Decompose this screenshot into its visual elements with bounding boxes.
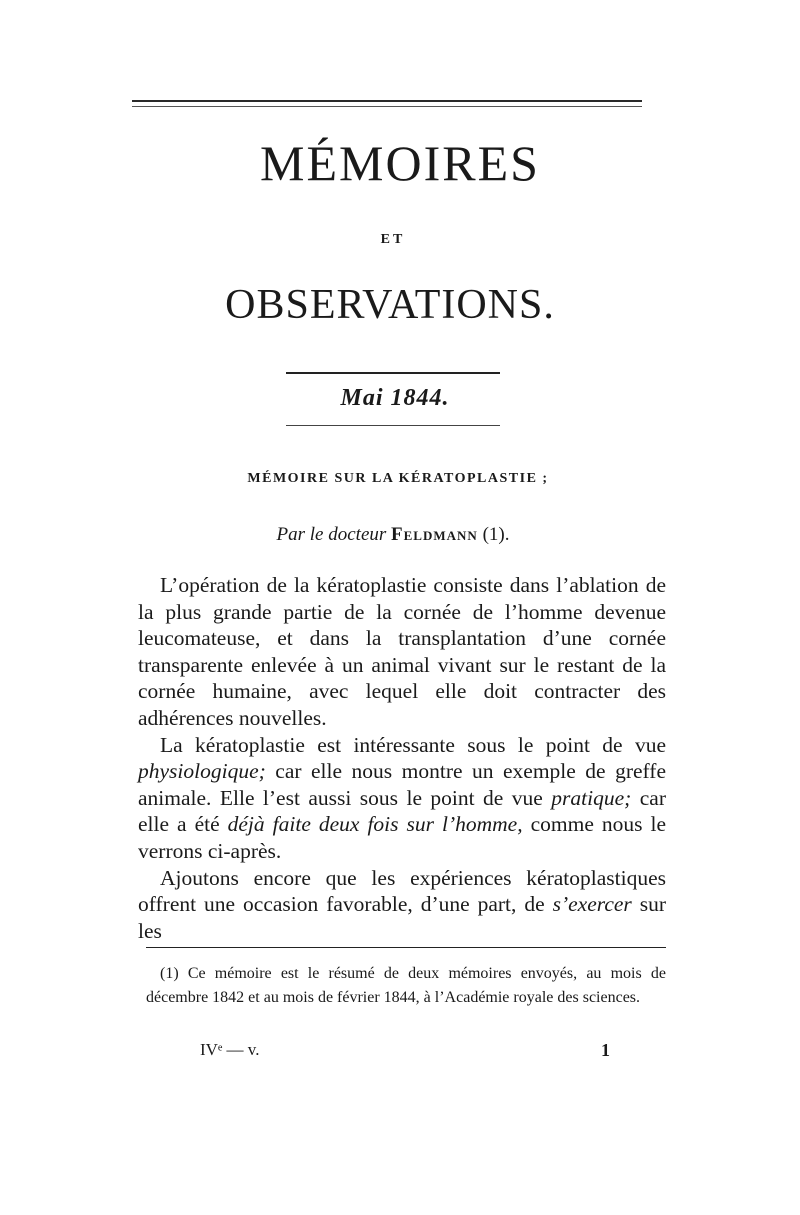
- p2-emphasis-pratique: pratique;: [551, 785, 632, 810]
- p3-emphasis-sexercer: s’exercer: [552, 892, 632, 917]
- article-body: [138, 572, 666, 944]
- paragraph-3: [138, 865, 666, 945]
- top-double-rule-thin: [132, 106, 642, 107]
- date-rule-upper: [286, 372, 500, 374]
- paragraph-2: [138, 732, 666, 865]
- p3-text-c: sur les: [138, 892, 667, 943]
- footnote: [146, 962, 666, 1010]
- author-name: Feldmann: [391, 524, 478, 545]
- p2-emphasis-deja-faite: déjà faite deux fois sur l’homme,: [227, 812, 523, 837]
- byline-prefix: Par le docteur: [276, 524, 387, 545]
- p2-text-g: comme nous le verrons ci-après.: [138, 812, 667, 863]
- p2-emphasis-physiologique: physiologique;: [138, 759, 266, 784]
- issue-date: Mai 1844.: [340, 385, 450, 411]
- top-double-rule: [132, 100, 642, 102]
- p2-text-e: car elle a été: [138, 785, 666, 837]
- section-title-et: ET: [380, 232, 406, 247]
- paragraph-1: L’opération de la kératoplastie consiste dans l’ablation de la plus grande partie de la cornée de l’homme devenue leucomateuse, et dans la transplantation d’une cornée transparente enlevée à un animal vivant sur le restant de la cornée humaine, avec lequel elle doit contracter des adhérences nouvelles.: [138, 573, 666, 730]
- page-number: 1: [601, 1040, 610, 1060]
- section-title-observations: OBSERVATIONS.: [225, 282, 555, 328]
- date-rule-lower: [286, 425, 500, 426]
- p3-text-a: Ajoutons encore que les expériences kératoplastiques offrent une occasion favorable, d’une part, de: [138, 865, 666, 917]
- printer-signature: IVᵉ — v.: [200, 1040, 260, 1059]
- footnote-rule: [146, 947, 666, 948]
- article-title: MÉMOIRE SUR LA KÉRATOPLASTIE ;: [247, 471, 549, 486]
- footnote-text: (1) Ce mémoire est le résumé de deux mémoires envoyés, au mois de décembre 1842 et au mois de février 1844, à l’Académie royale des sciences.: [146, 965, 666, 1006]
- footnote-marker: (1).: [482, 524, 510, 545]
- p2-text-c: car elle nous montre un exemple de greffe animale. Elle l’est aussi sous le point de vue: [138, 759, 666, 810]
- p2-text-a: La kératoplastie est intéressante sous le point de vue: [160, 732, 666, 757]
- byline: [0, 524, 786, 546]
- section-title-memoires: MÉMOIRES: [260, 135, 540, 191]
